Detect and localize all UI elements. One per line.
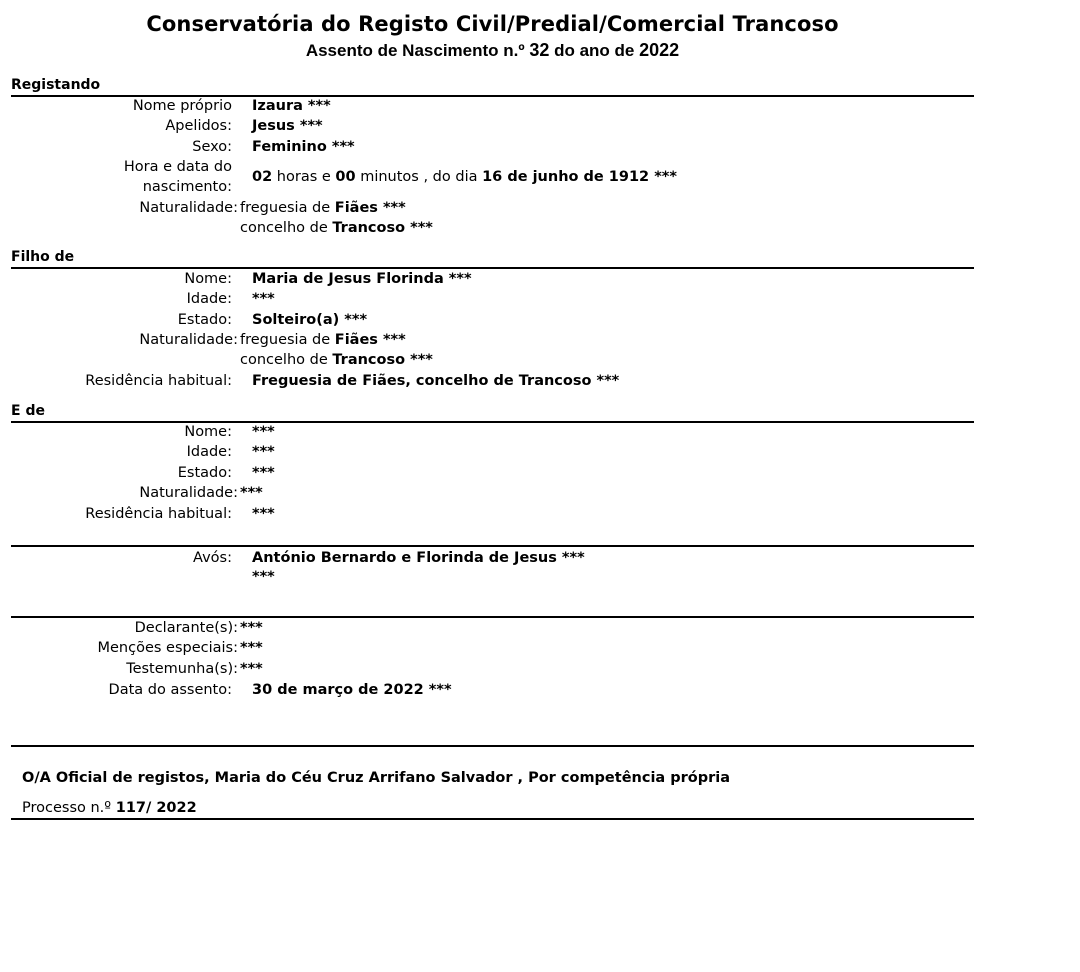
testemunhas-label: Testemunha(s): xyxy=(126,661,238,677)
pai-estado-label: Estado: xyxy=(177,465,232,481)
assento-number: 32 xyxy=(529,40,550,60)
mae-estado-value: Solteiro(a) *** xyxy=(252,312,368,328)
subtitle-prefix: Assento de Nascimento n.º xyxy=(305,41,525,60)
pai-residencia-label: Residência habitual: xyxy=(85,506,232,522)
section-divider xyxy=(11,267,974,269)
mencoes-label: Menções especiais: xyxy=(97,640,238,656)
section-divider xyxy=(11,745,974,747)
birth-hours-word: horas e xyxy=(276,169,331,185)
pai-nome-label: Nome: xyxy=(184,424,232,440)
mae-nome-label: Nome: xyxy=(184,271,232,287)
processo-label: Processo n.º xyxy=(22,800,112,816)
oficial-signature: O/A Oficial de registos, Maria do Céu Cruz Arrifano Salvador , Por competência própria xyxy=(22,770,731,786)
subtitle-mid: do ano de xyxy=(554,41,635,60)
pai-nome-value: *** xyxy=(252,424,275,440)
birth-date: 16 de junho de 1912 *** xyxy=(482,169,677,185)
pai-residencia-value: *** xyxy=(252,506,275,522)
nome-proprio-value: Izaura *** xyxy=(252,98,331,114)
avos-line2: *** xyxy=(252,569,275,585)
footer-divider xyxy=(11,818,974,820)
page-title: Conservatória do Registo Civil/Predial/Comercial Trancoso xyxy=(146,12,839,36)
avos-label: Avós: xyxy=(193,550,232,566)
naturalidade-concelho xyxy=(240,220,433,236)
nascimento-label-line2: nascimento: xyxy=(142,179,232,195)
freguesia-value: Fiães *** xyxy=(334,200,406,216)
pai-estado-value: *** xyxy=(252,465,275,481)
data-assento-label: Data do assento: xyxy=(108,682,232,698)
mae-naturalidade-label: Naturalidade: xyxy=(139,332,238,348)
declarantes-value: *** xyxy=(240,620,263,636)
mae-naturalidade-concelho xyxy=(240,352,433,368)
nascimento-value xyxy=(252,169,677,185)
nome-proprio-label: Nome próprio xyxy=(132,98,232,114)
processo-value: 117/ 2022 xyxy=(115,800,197,816)
section-registando-title: Registando xyxy=(11,77,101,93)
apelidos-label: Apelidos: xyxy=(165,118,232,134)
naturalidade-label: Naturalidade: xyxy=(139,200,238,216)
mae-residencia-label: Residência habitual: xyxy=(85,373,232,389)
sexo-label: Sexo: xyxy=(192,139,232,155)
mae-estado-label: Estado: xyxy=(177,312,232,328)
naturalidade-freguesia xyxy=(240,200,406,216)
mencoes-value: *** xyxy=(240,640,263,656)
section-divider xyxy=(11,421,974,423)
pai-naturalidade-value: *** xyxy=(240,485,263,501)
section-divider xyxy=(11,95,974,97)
birth-minutes: 00 xyxy=(335,169,356,185)
pai-idade-label: Idade: xyxy=(186,444,232,460)
assento-year: 2022 xyxy=(639,40,680,60)
mae-nome-value: Maria de Jesus Florinda *** xyxy=(252,271,472,287)
freguesia-prefix: freguesia de xyxy=(240,332,331,348)
concelho-value: Trancoso *** xyxy=(332,352,433,368)
concelho-prefix: concelho de xyxy=(240,352,328,368)
birth-hours: 02 xyxy=(252,169,273,185)
mae-idade-label: Idade: xyxy=(186,291,232,307)
nascimento-label-line1: Hora e data do xyxy=(123,159,232,175)
freguesia-value: Fiães *** xyxy=(334,332,406,348)
processo-line xyxy=(22,800,197,816)
data-assento-value: 30 de março de 2022 *** xyxy=(252,682,452,698)
assento-subtitle xyxy=(0,40,985,61)
birth-minutes-word: minutos , do dia xyxy=(360,169,478,185)
mae-naturalidade-freguesia xyxy=(240,332,406,348)
sexo-value: Feminino *** xyxy=(252,139,355,155)
avos-line1: António Bernardo e Florinda de Jesus *** xyxy=(252,550,585,566)
section-filho-de-title: Filho de xyxy=(11,249,75,265)
section-divider xyxy=(11,616,974,618)
apelidos-value: Jesus *** xyxy=(252,118,323,134)
concelho-prefix: concelho de xyxy=(240,220,328,236)
testemunhas-value: *** xyxy=(240,661,263,677)
mae-residencia-value: Freguesia de Fiães, concelho de Trancoso *** xyxy=(252,373,620,389)
freguesia-prefix: freguesia de xyxy=(240,200,331,216)
concelho-value: Trancoso *** xyxy=(332,220,433,236)
section-e-de-title: E de xyxy=(11,403,45,419)
section-divider xyxy=(11,545,974,547)
pai-naturalidade-label: Naturalidade: xyxy=(139,485,238,501)
pai-idade-value: *** xyxy=(252,444,275,460)
declarantes-label: Declarante(s): xyxy=(134,620,238,636)
mae-idade-value: *** xyxy=(252,291,275,307)
